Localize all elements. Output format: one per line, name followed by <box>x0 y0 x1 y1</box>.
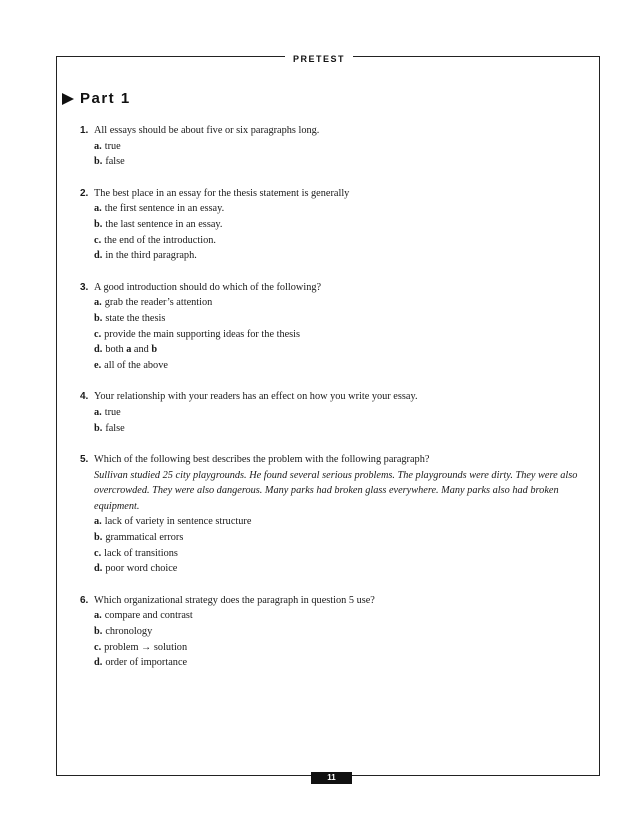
question-5 <box>80 452 590 577</box>
option <box>80 233 590 249</box>
page-number: 11 <box>311 772 352 784</box>
option-text: false <box>105 422 125 434</box>
option-letter: b. <box>94 532 103 544</box>
option-text: in the third paragraph. <box>105 250 197 262</box>
option <box>80 530 590 546</box>
triangle-arrow-icon <box>62 93 74 105</box>
option <box>80 311 590 327</box>
option-text: provide the main supporting ideas for the thesis <box>104 328 301 340</box>
option <box>80 655 590 671</box>
option <box>80 358 590 374</box>
option <box>80 514 590 530</box>
option-letter: b. <box>94 218 103 230</box>
option-letter: d. <box>94 657 103 669</box>
question-number: 5. <box>80 454 89 466</box>
section-header <box>0 49 638 67</box>
question-text: Which organizational strategy does the paragraph in question 5 use? <box>94 594 375 606</box>
option-letter: d. <box>94 250 103 262</box>
option <box>80 248 590 264</box>
question-number: 4. <box>80 391 89 403</box>
option-letter: d. <box>94 563 103 575</box>
question-text: A good introduction should do which of the following? <box>94 281 322 293</box>
option-letter: a. <box>94 203 102 215</box>
option-text: grab the reader’s attention <box>104 297 213 309</box>
option-text: true <box>104 140 121 152</box>
option-text: lack of variety in sentence structure <box>104 516 252 528</box>
option <box>80 640 590 656</box>
option <box>80 154 590 170</box>
question-number: 3. <box>80 281 89 293</box>
option-text: problem → solution <box>104 641 188 653</box>
section-header-label: PRETEST <box>285 54 353 64</box>
option-letter: c. <box>94 234 102 246</box>
option-letter: c. <box>94 547 102 559</box>
question-text: Which of the following best describes the problem with the following paragraph? <box>94 454 430 466</box>
question-1 <box>80 123 590 170</box>
option-text: both <box>105 344 127 356</box>
option-letter: a. <box>94 297 102 309</box>
option-letter: e. <box>94 359 102 371</box>
option-text: the last sentence in an essay. <box>105 218 223 230</box>
part-heading <box>62 90 131 107</box>
option-letter: b. <box>94 312 103 324</box>
option-letter: b. <box>94 626 103 638</box>
paragraph-passage: Sullivan studied 25 city playgrounds. He found several serious problems. The playgrounds were dirty. They were also overcrowded. They were also dangerous. Many parks had broken glass everywhere. Many parks also had broken equipment. <box>94 469 578 512</box>
option-bold: b <box>151 344 158 356</box>
option-bold: a <box>126 344 132 356</box>
option <box>80 561 590 577</box>
option-letter: a. <box>94 610 102 622</box>
option-text: poor word choice <box>105 563 178 575</box>
option-text: and <box>131 344 152 356</box>
question-6 <box>80 593 590 671</box>
option <box>80 201 590 217</box>
option <box>80 405 590 421</box>
option-text: state the thesis <box>105 312 166 324</box>
question-2 <box>80 186 590 264</box>
question-number: 6. <box>80 594 89 606</box>
option-text: chronology <box>105 626 153 638</box>
option <box>80 608 590 624</box>
question-text: The best place in an essay for the thesis statement is generally <box>94 187 350 199</box>
question-number: 2. <box>80 187 89 199</box>
part-title: Part 1 <box>80 90 131 107</box>
question-text: All essays should be about five or six paragraphs long. <box>94 125 320 136</box>
option-text: the first sentence in an essay. <box>104 203 225 215</box>
option <box>80 421 590 437</box>
option-text: grammatical errors <box>105 532 184 544</box>
option <box>80 295 590 311</box>
question-text: Your relationship with your readers has an effect on how you write your essay. <box>94 391 418 403</box>
option-text: false <box>105 156 125 168</box>
option-text: compare and contrast <box>104 610 193 622</box>
question-3 <box>80 280 590 374</box>
option-letter: a. <box>94 406 102 418</box>
option <box>80 139 590 155</box>
option <box>80 546 590 562</box>
option-text: lack of transitions <box>104 547 178 559</box>
option-text: all of the above <box>104 359 168 371</box>
option-text: true <box>104 406 121 418</box>
question-list <box>80 123 590 687</box>
option-letter: b. <box>94 156 103 168</box>
option-letter: a. <box>94 516 102 528</box>
option-letter: c. <box>94 641 102 653</box>
option-letter: d. <box>94 344 103 356</box>
question-4 <box>80 389 590 436</box>
question-number: 1. <box>80 125 89 136</box>
option <box>80 327 590 343</box>
option <box>80 342 590 358</box>
option-text: the end of the introduction. <box>104 234 216 246</box>
option-letter: c. <box>94 328 102 340</box>
option-letter: a. <box>94 140 102 152</box>
option-text: order of importance <box>105 657 188 669</box>
option <box>80 217 590 233</box>
option <box>80 624 590 640</box>
option-letter: b. <box>94 422 103 434</box>
